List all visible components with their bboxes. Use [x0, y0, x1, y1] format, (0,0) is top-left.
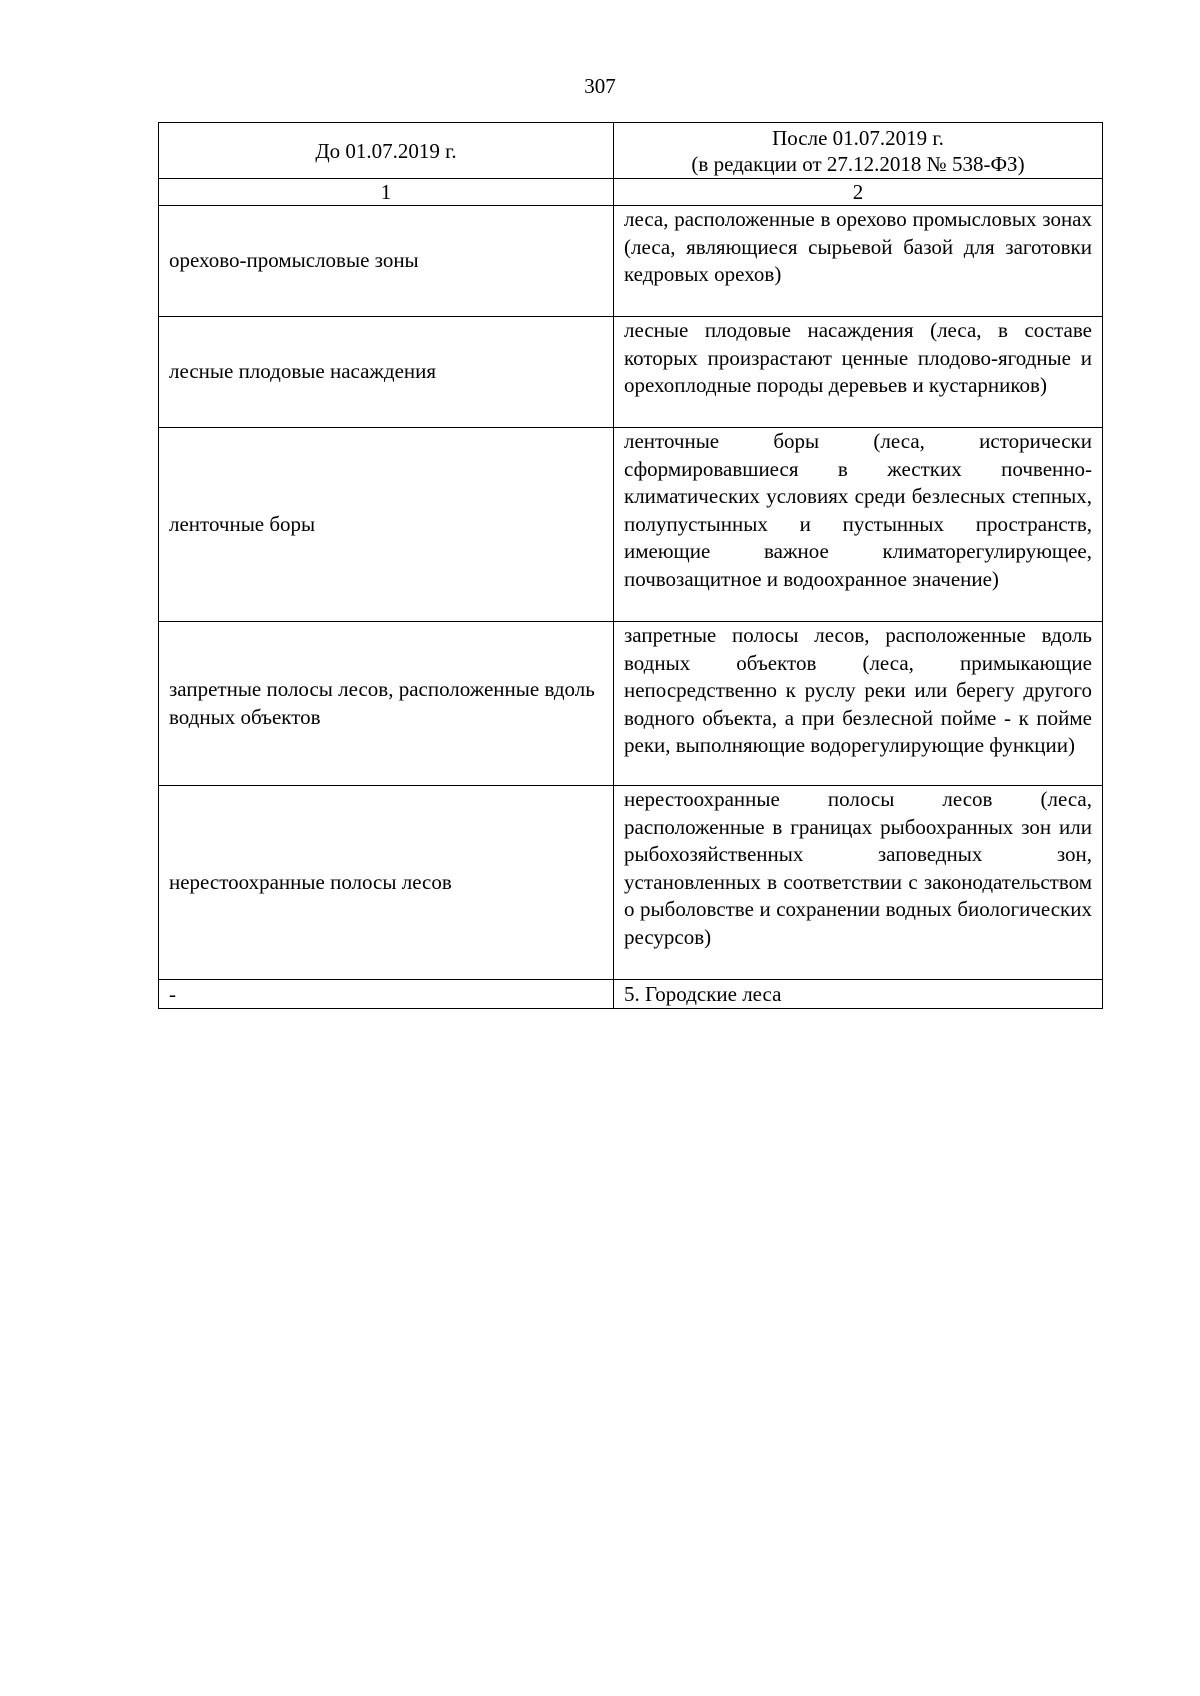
table-row	[159, 622, 1103, 786]
cell-after	[614, 786, 1103, 980]
table-row	[159, 786, 1103, 980]
header-before	[159, 123, 614, 179]
cell-after	[614, 317, 1103, 428]
header-after-line2: (в редакции от 27.12.2018 № 538-ФЗ)	[691, 151, 1025, 176]
table-header-row	[159, 123, 1103, 179]
cell-before: нерестоохранные полосы лесов	[159, 786, 614, 980]
table-row	[159, 980, 1103, 1009]
comparison-table	[158, 122, 1103, 1009]
cell-after	[614, 622, 1103, 786]
cell-after-text: нерестоохранные полосы лесов (леса, расположенные в границах рыбоохранных зон или рыбохозяйственных заповедных зон, установленных в соответствии с законодательством о рыболовстве и сохранении водных биологических ресурсов)	[624, 787, 1092, 949]
column-number-2: 2	[614, 179, 1103, 206]
cell-after-text: запретные полосы лесов, расположенные вдоль водных объектов (леса, примыкающие непосредственно к руслу реки или берегу другого водного объекта, а при безлесной пойме - к пойме реки, выполняющие водорегулирующие функции)	[624, 623, 1092, 757]
table-row	[159, 428, 1103, 622]
cell-before: -	[159, 980, 614, 1009]
page-number: 307	[584, 74, 616, 98]
cell-after	[614, 206, 1103, 317]
cell-after-text: леса, расположенные в орехово промысловых зонах (леса, являющиеся сырьевой базой для заготовки кедровых орехов)	[624, 207, 1092, 286]
cell-after-text: лесные плодовые насаждения (леса, в составе которых произрастают ценные плодово-ягодные и орехоплодные породы деревьев и кустарников)	[624, 318, 1092, 397]
cell-before: орехово-промысловые зоны	[159, 206, 614, 317]
cell-after	[614, 428, 1103, 622]
header-after-line1: После 01.07.2019 г.	[772, 125, 944, 150]
cell-after-text: ленточные боры (леса, исторически сформировавшиеся в жестких почвенно-климатических условиях среди безлесных степных, полупустынных и пустынных пространств, имеющие важное климаторегулирующее, почвозащитное и водоохранное значение)	[624, 429, 1092, 591]
column-number-1: 1	[159, 179, 614, 206]
table-row	[159, 206, 1103, 317]
header-before-label: До 01.07.2019 г.	[315, 138, 457, 163]
cell-before: лесные плодовые насаждения	[159, 317, 614, 428]
table-row	[159, 317, 1103, 428]
cell-before: запретные полосы лесов, расположенные вдоль водных объектов	[159, 622, 614, 786]
cell-after: 5. Городские леса	[614, 980, 1103, 1009]
header-after	[614, 123, 1103, 179]
cell-before: ленточные боры	[159, 428, 614, 622]
column-number-row	[159, 179, 1103, 206]
